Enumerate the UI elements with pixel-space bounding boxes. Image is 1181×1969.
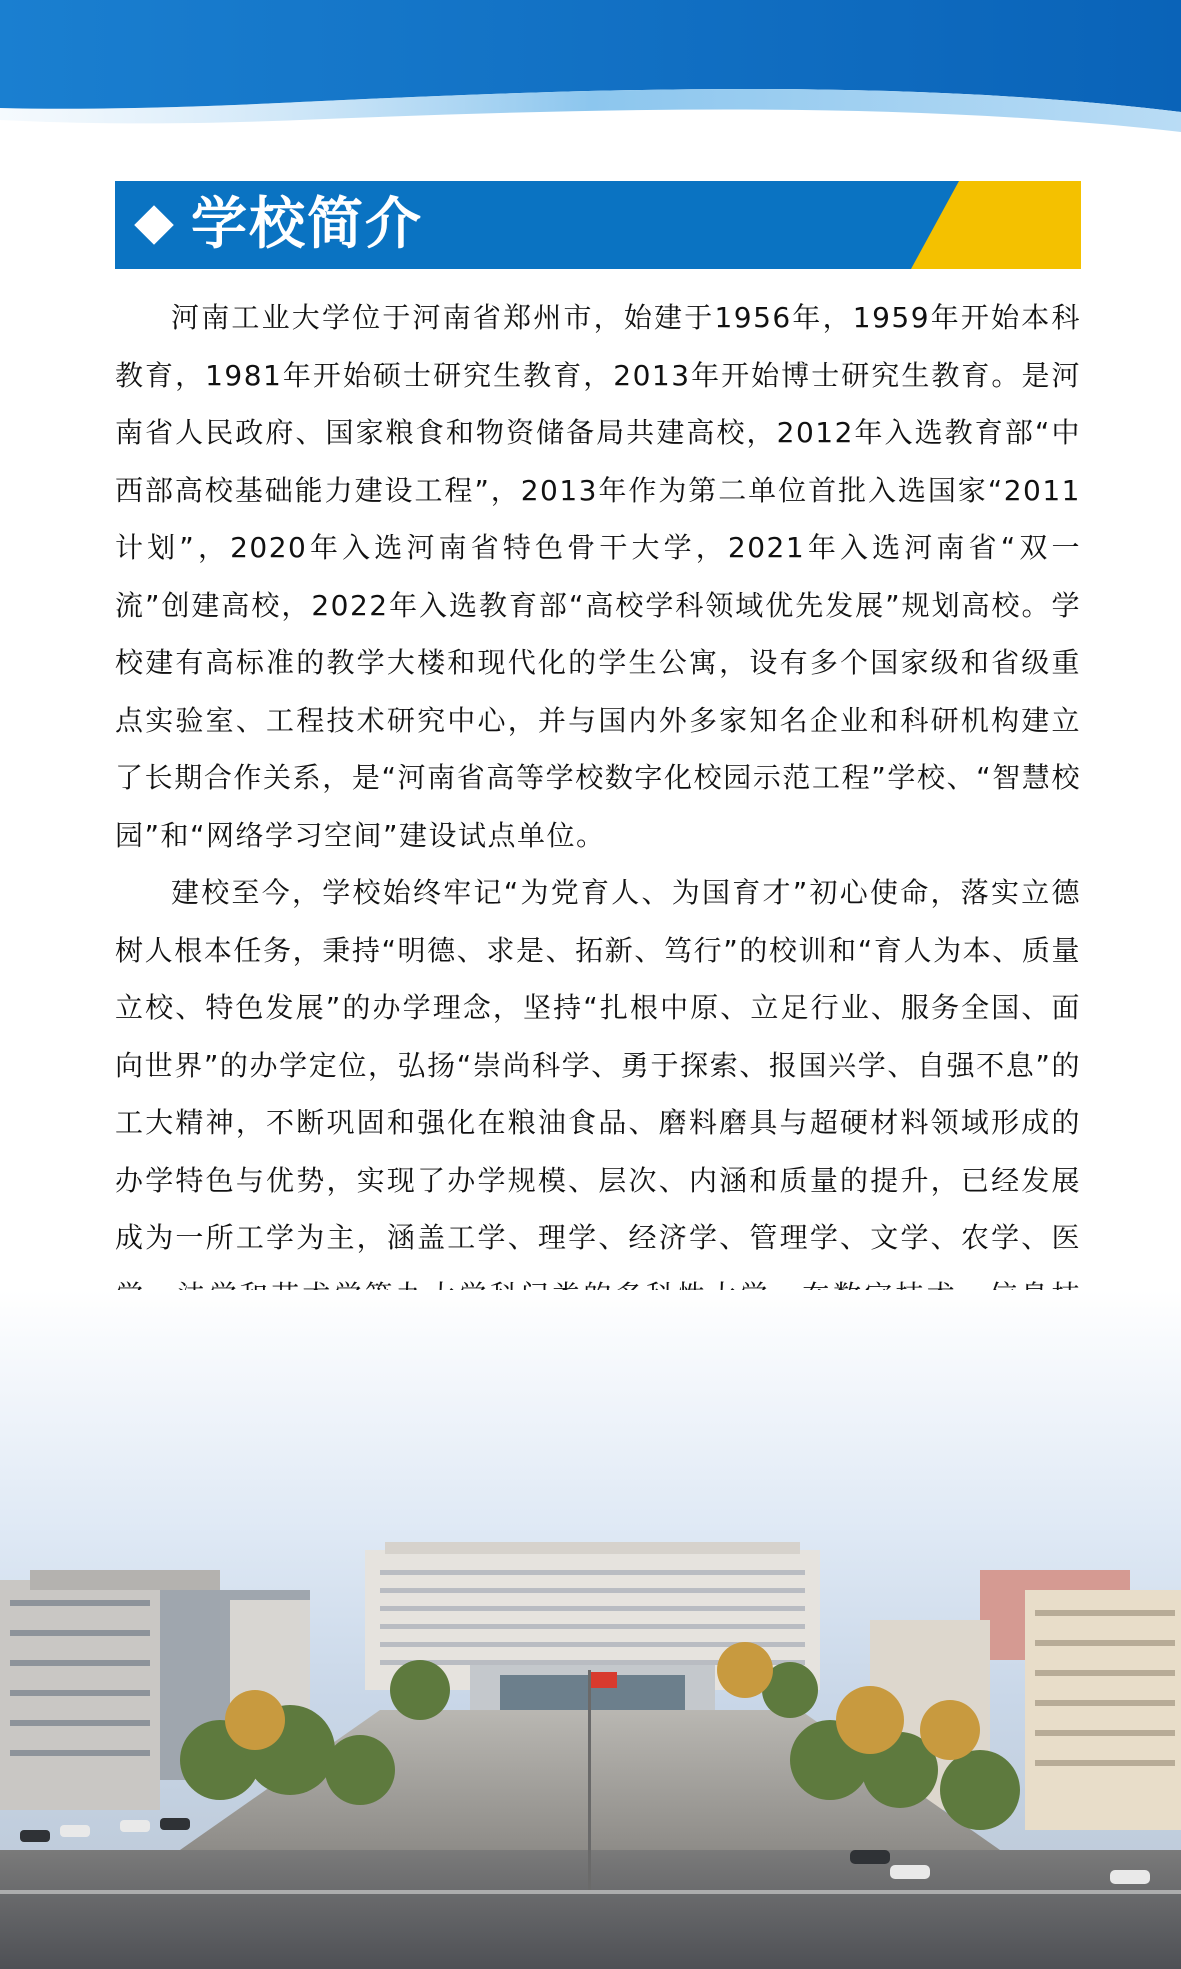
paragraph-2: 建校至今，学校始终牢记“为党育人、为国育才”初心使命，落实立德树人根本任务，秉持“明德、求是、拓新、笃行”的校训和“育人为本、质量立校、特色发展”的办学理念，坚持“扎根中原、立足行业、服务全国、面向世界”的办学定位，弘扬“崇尚科学、勇于探索、报国兴学、自强不息”的工大精神，不断巩固和强化在粮油食品、磨料磨具与超硬材料领域形成的办学特色与优势，实现了办学规模、层次、内涵和质量的提升，已经发展成为一所工学为主，涵盖工学、理学、经济学、管理学、文学、农学、医 bbox=[115, 876, 1081, 1254]
header-accent-stripe bbox=[911, 181, 1081, 269]
campus-photo bbox=[0, 1290, 1181, 1969]
section-header bbox=[115, 181, 1081, 269]
paragraph-1: 河南工业大学位于河南省郑州市，始建于1956年，1959年开始本科教育，1981年开始硕士研究生教育，2013年开始博士研究生教育。是河南省人民政府、国家粮食和物资储备局共建高校，2012年入选教育部“中西部高校基础能力建设工程”，2013年作为第二单位首批入选国家“2011计划”，2020年入选河南省特色骨干大学，2021年入选河南省“双一流”创建高校，2022年入选教育部“高校学科领域优先发展”规划高校。学校建有高标准的教学大楼和现代化的学生公寓，设有多个国家级和省级重点实验室、工程技术研究中心，并与国内外多家知名企业和科研机构建立了长期合作关系，是“河南省高等学校数字化校园示范工程”学校、“智慧校园”和“网络学习空间”建设试点单位。 bbox=[115, 301, 1081, 852]
section-title: 学校简介 bbox=[191, 192, 423, 257]
intro-text bbox=[115, 289, 1081, 1382]
diamond-icon bbox=[134, 205, 174, 245]
top-decorative-band bbox=[0, 0, 1181, 140]
